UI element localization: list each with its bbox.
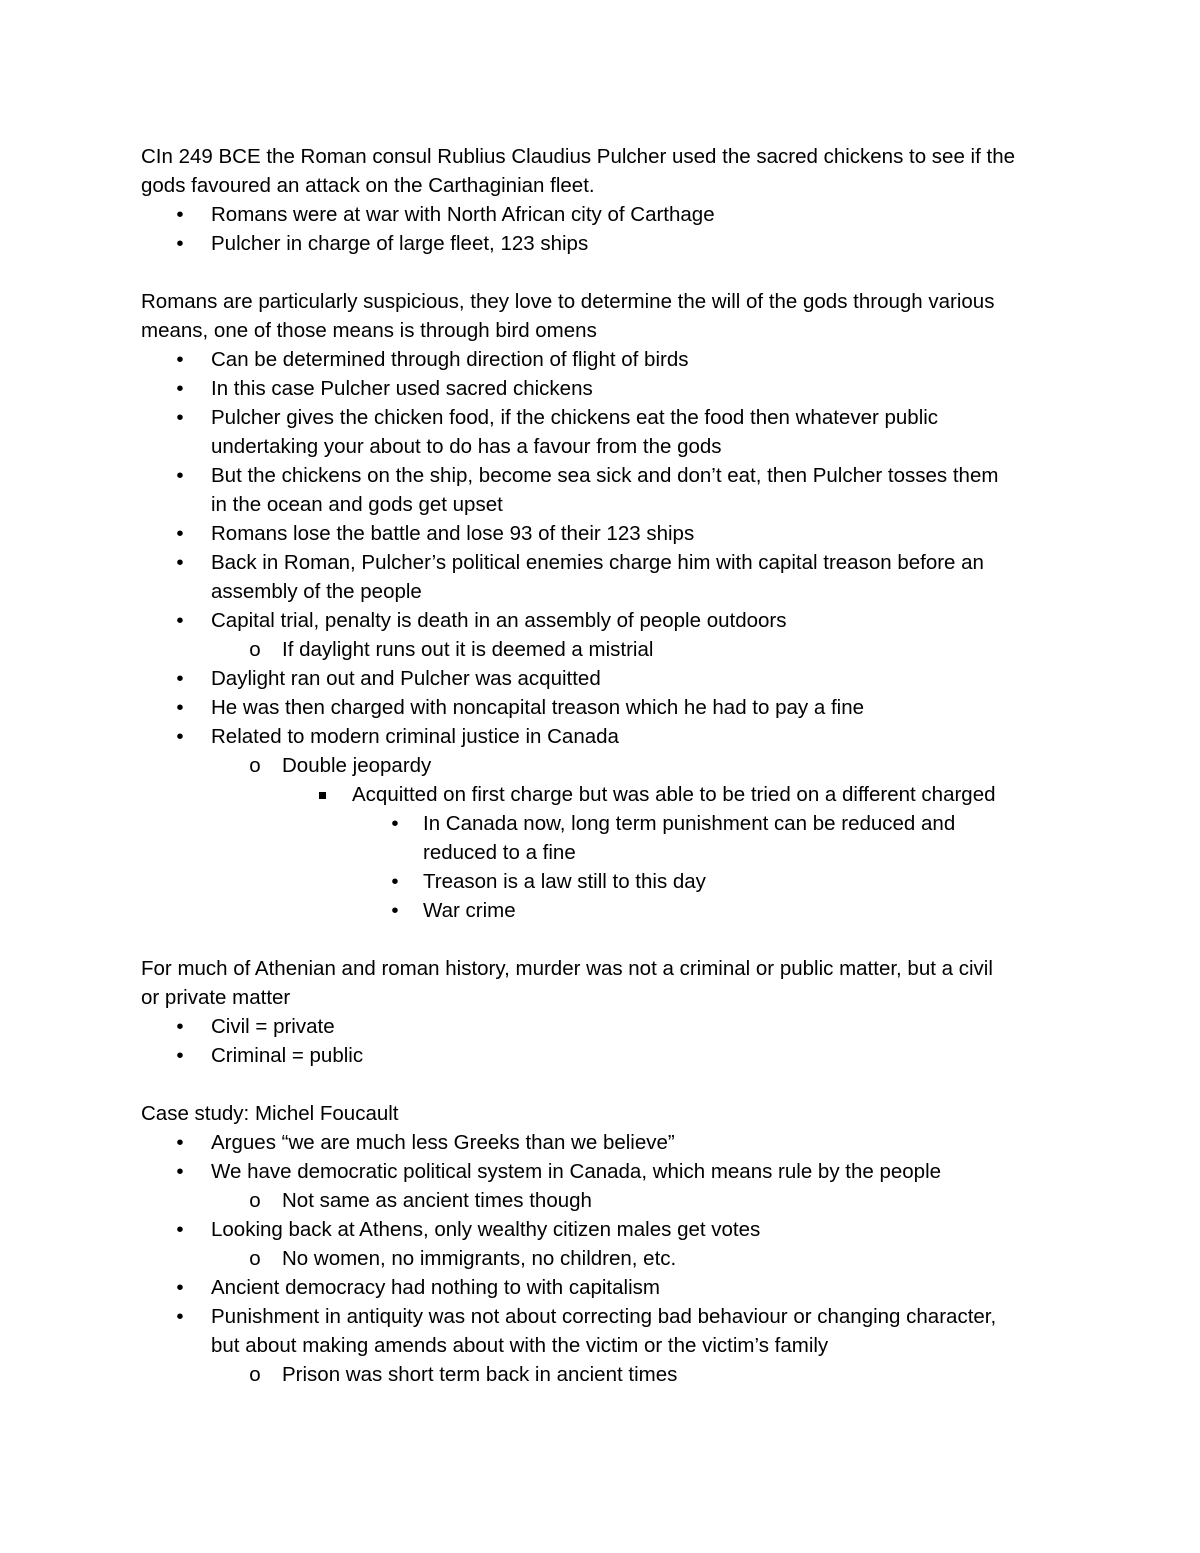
bullet-icon: • — [176, 1015, 184, 1038]
paragraph-line: CIn 249 BCE the Roman consul Rublius Claudius Pulcher used the sacred chickens to see if the — [141, 145, 1016, 168]
list-item-line: reduced to a fine — [423, 841, 576, 864]
list-item-line: Double jeopardy — [282, 754, 432, 777]
list-item-line: War crime — [423, 899, 516, 922]
list-item-line: Back in Roman, Pulcher’s political enemies charge him with capital treason before an — [211, 551, 984, 574]
list-item-line: Daylight ran out and Pulcher was acquitted — [211, 667, 601, 690]
bullet-icon: • — [176, 1160, 184, 1183]
list-item-line: Capital trial, penalty is death in an assembly of people outdoors — [211, 609, 787, 632]
list-item-line: but about making amends about with the victim or the victim’s family — [211, 1334, 829, 1357]
list-item-line: undertaking your about to do has a favour from the gods — [211, 435, 722, 458]
list-item-line: Criminal = public — [211, 1044, 364, 1067]
list-item-line: Pulcher in charge of large fleet, 123 ships — [211, 232, 589, 255]
bullet-icon: • — [176, 406, 184, 429]
paragraph-line: For much of Athenian and roman history, murder was not a criminal or public matter, but a civil — [141, 957, 993, 980]
list-item-line: Argues “we are much less Greeks than we believe” — [211, 1131, 675, 1154]
list-item-line: No women, no immigrants, no children, etc. — [282, 1247, 677, 1270]
list-item-line: Can be determined through direction of flight of birds — [211, 348, 689, 371]
bullet-icon: • — [176, 551, 184, 574]
circle-bullet-icon: o — [249, 1247, 261, 1270]
list-item-line: Acquitted on first charge but was able to be tried on a different charged — [352, 783, 996, 806]
list-item-line: Civil = private — [211, 1015, 335, 1038]
square-bullet-icon — [319, 792, 326, 799]
list-item-line: Related to modern criminal justice in Canada — [211, 725, 619, 748]
bullet-icon: • — [176, 464, 184, 487]
list-item-line: Prison was short term back in ancient times — [282, 1363, 678, 1386]
circle-bullet-icon: o — [249, 1189, 261, 1212]
list-item-line: We have democratic political system in Canada, which means rule by the people — [211, 1160, 942, 1183]
bullet-icon: • — [176, 1131, 184, 1154]
paragraph-line: or private matter — [141, 986, 291, 1009]
bullet-icon: • — [176, 1276, 184, 1299]
bullet-icon: • — [176, 696, 184, 719]
list-item-line: Treason is a law still to this day — [423, 870, 706, 893]
list-item-line: Pulcher gives the chicken food, if the chickens eat the food then whatever public — [211, 406, 939, 429]
list-item-line: But the chickens on the ship, become sea sick and don’t eat, then Pulcher tosses them — [211, 464, 999, 487]
bullet-icon: • — [176, 203, 184, 226]
list-item-line: Not same as ancient times though — [282, 1189, 592, 1212]
bullet-icon: • — [176, 348, 184, 371]
bullet-icon: • — [391, 812, 399, 835]
bullet-icon: • — [176, 522, 184, 545]
list-item-line: in the ocean and gods get upset — [211, 493, 503, 516]
list-item-line: Punishment in antiquity was not about correcting bad behaviour or changing character, — [211, 1305, 997, 1328]
bullet-icon: • — [176, 725, 184, 748]
list-item-line: If daylight runs out it is deemed a mistrial — [282, 638, 654, 661]
list-item-line: Ancient democracy had nothing to with capitalism — [211, 1276, 660, 1299]
bullet-icon: • — [391, 899, 399, 922]
list-item-line: Romans lose the battle and lose 93 of their 123 ships — [211, 522, 695, 545]
bullet-icon: • — [391, 870, 399, 893]
list-item-line: In this case Pulcher used sacred chickens — [211, 377, 593, 400]
bullet-icon: • — [176, 1044, 184, 1067]
paragraph-line: Case study: Michel Foucault — [141, 1102, 399, 1125]
bullet-icon: • — [176, 377, 184, 400]
paragraph-line: gods favoured an attack on the Carthaginian fleet. — [141, 174, 595, 197]
circle-bullet-icon: o — [249, 754, 261, 777]
list-item-line: He was then charged with noncapital treason which he had to pay a fine — [211, 696, 864, 719]
circle-bullet-icon: o — [249, 1363, 261, 1386]
paragraph-line: means, one of those means is through bird omens — [141, 319, 597, 342]
list-item-line: Romans were at war with North African city of Carthage — [211, 203, 715, 226]
bullet-icon: • — [176, 1218, 184, 1241]
list-item-line: assembly of the people — [211, 580, 422, 603]
bullet-icon: • — [176, 232, 184, 255]
bullet-icon: • — [176, 667, 184, 690]
list-item-line: Looking back at Athens, only wealthy citizen males get votes — [211, 1218, 761, 1241]
bullet-icon: • — [176, 1305, 184, 1328]
list-item-line: In Canada now, long term punishment can be reduced and — [423, 812, 956, 835]
circle-bullet-icon: o — [249, 638, 261, 661]
paragraph-line: Romans are particularly suspicious, they love to determine the will of the gods through various — [141, 290, 995, 313]
bullet-icon: • — [176, 609, 184, 632]
